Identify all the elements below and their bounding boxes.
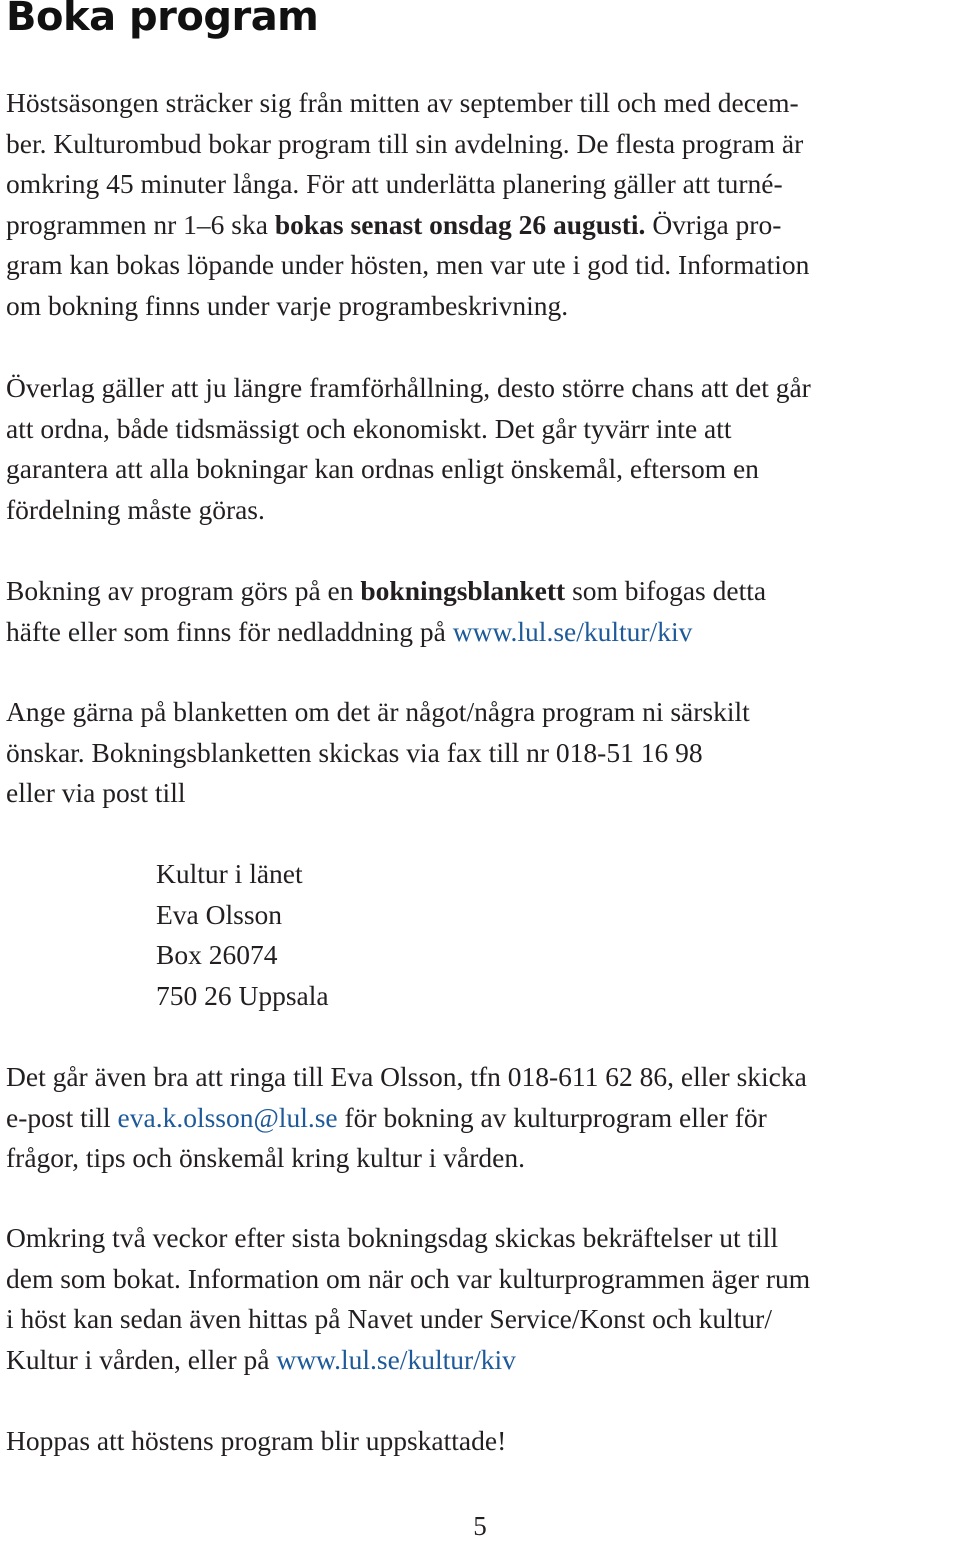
booking-form-paragraph bbox=[6, 571, 960, 652]
text-line: Hoppas att höstens program blir uppskattade! bbox=[6, 1425, 507, 1456]
text-line: eller via post till bbox=[6, 777, 186, 809]
fax-paragraph bbox=[6, 692, 960, 814]
text-line: att ordna, både tidsmässigt och ekonomiskt. Det går tyvärr inte att bbox=[6, 412, 732, 444]
text-line: omkring 45 minuter långa. För att underlätta planering gäller att turné- bbox=[6, 168, 783, 200]
text-segment: Kultur i vården, eller på bbox=[6, 1343, 277, 1375]
planning-paragraph bbox=[6, 368, 960, 530]
text-segment: som bifogas detta bbox=[565, 575, 767, 606]
text-line: Ange gärna på blanketten om det är något/några program ni särskilt bbox=[6, 696, 750, 727]
address-line: Kultur i länet bbox=[156, 858, 303, 889]
text-line: frågor, tips och önskemål kring kultur i vården. bbox=[6, 1142, 525, 1174]
confirmation-paragraph bbox=[6, 1218, 960, 1380]
address-line: Box 26074 bbox=[156, 939, 278, 971]
download-link[interactable]: www.lul.se/kultur/kiv bbox=[452, 615, 693, 647]
postal-address bbox=[156, 854, 329, 1016]
text-segment: för bokning av kulturprogram eller för bbox=[337, 1101, 767, 1133]
text-line: Det går även bra att ringa till Eva Olsson, tfn 018-611 62 86, eller skicka bbox=[6, 1061, 807, 1092]
contact-paragraph bbox=[6, 1057, 960, 1179]
text-line: i höst kan sedan även hittas på Navet under Service/Konst och kultur/ bbox=[6, 1303, 772, 1335]
text-segment: häfte eller som finns för nedladdning på bbox=[6, 615, 453, 647]
text-line: Höstsäsongen sträcker sig från mitten av september till och med decem- bbox=[6, 87, 799, 118]
text-segment: e-post till bbox=[6, 1101, 118, 1133]
kiv-link[interactable]: www.lul.se/kultur/kiv bbox=[276, 1343, 516, 1375]
page-number: 5 bbox=[473, 1511, 487, 1541]
booking-deadline: bokas senast onsdag 26 augusti. bbox=[274, 208, 646, 240]
text-line bbox=[6, 205, 960, 246]
text-line bbox=[6, 1098, 960, 1139]
text-line: Överlag gäller att ju längre framförhållning, desto större chans att det går bbox=[6, 372, 811, 403]
address-line: Eva Olsson bbox=[156, 898, 283, 930]
closing-paragraph bbox=[6, 1421, 960, 1462]
text-line: önskar. Bokningsblanketten skickas via fax till nr 018-51 16 98 bbox=[6, 736, 703, 768]
text-line: garantera att alla bokningar kan ordnas enligt önskemål, eftersom en bbox=[6, 453, 759, 485]
intro-paragraph bbox=[6, 83, 960, 327]
booking-form-term: bokningsblankett bbox=[360, 575, 566, 606]
text-line: ber. Kulturombud bokar program till sin avdelning. De flesta program är bbox=[6, 127, 804, 159]
email-link[interactable]: eva.k.olsson@lul.se bbox=[117, 1101, 338, 1133]
text-line: Omkring två veckor efter sista bokningsdag skickas bekräftelser ut till bbox=[6, 1222, 779, 1253]
text-line bbox=[6, 612, 960, 653]
text-segment: programmen nr 1–6 ska bbox=[6, 208, 275, 240]
text-line bbox=[6, 1340, 960, 1381]
text-segment: Övriga pro- bbox=[645, 208, 782, 240]
text-line: dem som bokat. Information om när och var kulturprogrammen äger rum bbox=[6, 1262, 811, 1294]
text-segment: Bokning av program görs på en bbox=[6, 575, 361, 606]
text-line bbox=[6, 571, 960, 612]
text-line: gram kan bokas löpande under hösten, men var ute i god tid. Information bbox=[6, 249, 810, 281]
address-line: 750 26 Uppsala bbox=[156, 979, 329, 1011]
text-line: fördelning måste göras. bbox=[6, 493, 265, 525]
page-title: Boka program bbox=[6, 0, 319, 40]
text-line: om bokning finns under varje programbeskrivning. bbox=[6, 289, 569, 321]
